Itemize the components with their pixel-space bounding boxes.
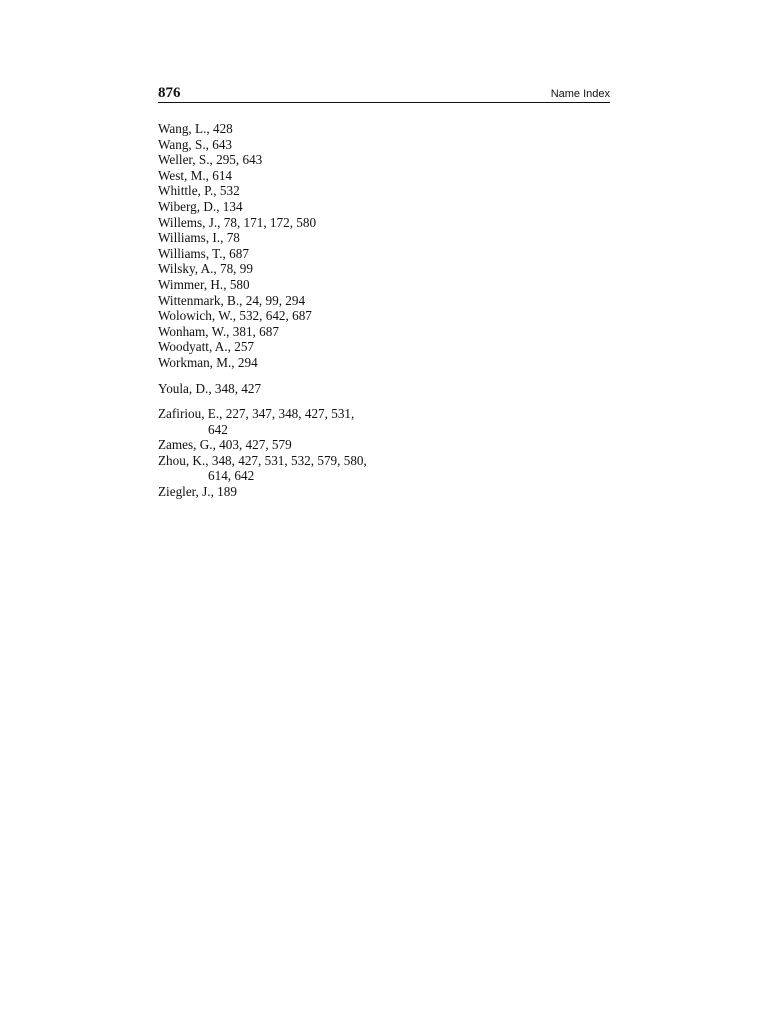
index-entry-text: Ziegler, J., 189 [158, 484, 237, 500]
index-entry-text: Workman, M., 294 [158, 354, 258, 370]
index-entry [158, 261, 458, 277]
index-group-y [158, 381, 458, 397]
index-entry-text: Wonham, W., 381, 687 [158, 323, 279, 339]
index-entry-text: Wittenmark, B., 24, 99, 294 [158, 292, 306, 308]
running-head: Name Index [550, 88, 610, 100]
index-entry [158, 324, 458, 340]
index-entry [158, 246, 458, 262]
index-entry [158, 339, 458, 355]
index-entry-continuation: 614, 642 [208, 468, 255, 484]
index-group-w [158, 121, 458, 371]
index-entry [158, 406, 458, 437]
index-entry-text: Zames, G., 403, 427, 579 [158, 437, 292, 453]
index-entry-text: Wang, L., 428 [158, 121, 233, 136]
index-entry [158, 168, 458, 184]
index-entry [158, 308, 458, 324]
header-rule [158, 102, 610, 103]
index-entry-text: Zafiriou, E., 227, 347, 348, 427, 531, [158, 406, 355, 422]
index-entry [158, 355, 458, 371]
index-entry-text: Youla, D., 348, 427 [158, 380, 262, 396]
index-entry-text: Whittle, P., 532 [158, 183, 240, 199]
index-entry [158, 453, 458, 484]
index-entry [158, 277, 458, 293]
name-index-list [158, 121, 458, 510]
index-entry-continuation: 642 [208, 421, 228, 437]
index-entry-text: Weller, S., 295, 643 [158, 152, 263, 168]
index-entry-text: Woodyatt, A., 257 [158, 339, 255, 355]
index-entry-text: Wilsky, A., 78, 99 [158, 261, 253, 277]
index-entry [158, 381, 458, 397]
index-entry [158, 437, 458, 453]
index-entry [158, 230, 458, 246]
index-entry-text: West, M., 614 [158, 167, 233, 183]
index-entry [158, 183, 458, 199]
index-entry-text: Zhou, K., 348, 427, 531, 532, 579, 580, [158, 452, 367, 468]
index-entry [158, 137, 458, 153]
index-entry [158, 484, 458, 500]
index-entry-text: Wimmer, H., 580 [158, 276, 250, 292]
page-number: 876 [158, 85, 181, 101]
index-entry-text: Wiberg, D., 134 [158, 198, 243, 214]
page-header [158, 84, 610, 104]
index-entry-text: Wang, S., 643 [158, 136, 233, 152]
index-entry [158, 293, 458, 309]
index-entry [158, 215, 458, 231]
index-entry-text: Wolowich, W., 532, 642, 687 [158, 308, 312, 324]
index-entry [158, 199, 458, 215]
index-entry-text: Williams, I., 78 [158, 230, 240, 246]
index-group-z [158, 406, 458, 500]
index-entry-text: Williams, T., 687 [158, 245, 249, 261]
index-entry-text: Willems, J., 78, 171, 172, 580 [158, 214, 317, 230]
index-entry [158, 121, 458, 137]
index-entry [158, 152, 458, 168]
